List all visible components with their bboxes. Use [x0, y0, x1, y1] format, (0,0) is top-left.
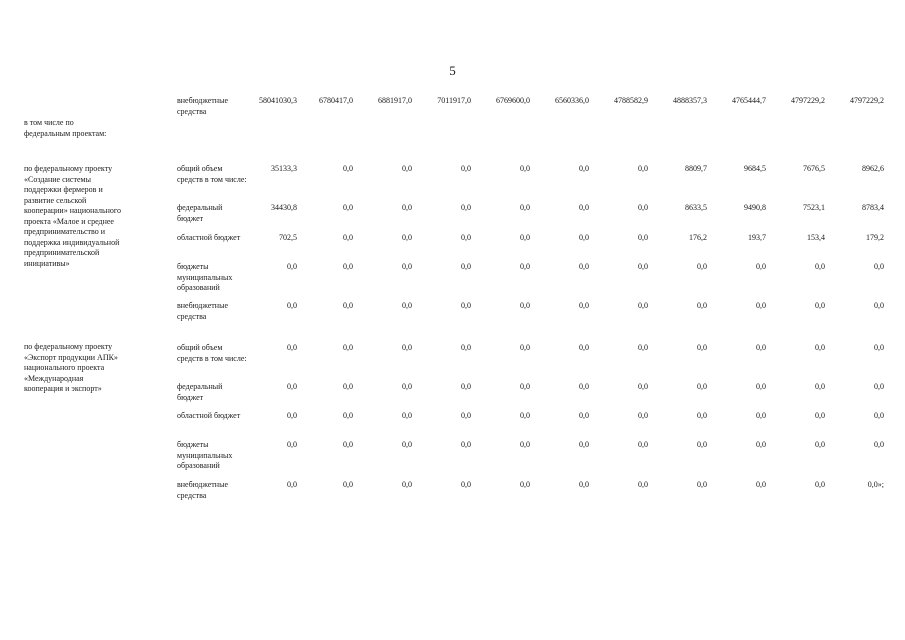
- cell-col-5: 0,0: [520, 440, 530, 449]
- cell-col-6: 0,0: [579, 301, 589, 310]
- cell-col-9: 0,0: [756, 343, 766, 352]
- cell-col-1: 0,0: [287, 411, 297, 420]
- cell-col-8: 0,0: [697, 343, 707, 352]
- cell-col-3: 0,0: [402, 343, 412, 352]
- cell-col-9: 0,0: [756, 440, 766, 449]
- cell-col-3: 0,0: [402, 203, 412, 212]
- cell-col-3: 0,0: [402, 262, 412, 271]
- cell-col-1: 0,0: [287, 343, 297, 352]
- cell-col-4: 0,0: [461, 262, 471, 271]
- cell-col-6: 0,0: [579, 440, 589, 449]
- cell-col-7: 0,0: [638, 343, 648, 352]
- cell-col-9: 9490,8: [744, 203, 766, 212]
- cell-col-1: 58041030,3: [259, 96, 297, 105]
- cell-col-10: 0,0: [815, 262, 825, 271]
- cell-col-7: 0,0: [638, 164, 648, 173]
- cell-col-1: 0,0: [287, 382, 297, 391]
- row-source-label: бюджеты муниципальных образований: [177, 262, 233, 292]
- cell-col-9: 9684,5: [744, 164, 766, 173]
- page-number: 5: [449, 63, 456, 78]
- cell-col-10: 0,0: [815, 440, 825, 449]
- cell-col-4: 7011917,0: [437, 96, 471, 105]
- cell-col-7: 0,0: [638, 301, 648, 310]
- cell-col-1: 35133,3: [271, 164, 297, 173]
- cell-col-9: 4765444,7: [732, 96, 766, 105]
- cell-col-5: 0,0: [520, 301, 530, 310]
- cell-col-1: 0,0: [287, 301, 297, 310]
- row-source-label: внебюджетные средства: [177, 480, 228, 500]
- cell-col-11: 8783,4: [862, 203, 884, 212]
- cell-col-1: 34430,8: [271, 203, 297, 212]
- cell-col-11: 0,0»;: [867, 480, 884, 489]
- cell-col-11: 179,2: [866, 233, 884, 242]
- project-farmers-title: по федеральному проекту «Создание системы поддержки фермеров и развитие сельской кооперации» национального проекта «Малое и среднее предпринимательство и поддержка индивидуальной предпринимательской инициативы»: [24, 164, 122, 268]
- cell-col-3: 0,0: [402, 233, 412, 242]
- cell-col-9: 0,0: [756, 301, 766, 310]
- cell-col-3: 6881917,0: [378, 96, 412, 105]
- cell-col-11: 0,0: [874, 382, 884, 391]
- cell-col-4: 0,0: [461, 480, 471, 489]
- cell-col-8: 0,0: [697, 411, 707, 420]
- cell-col-7: 0,0: [638, 262, 648, 271]
- row-source-label: федеральный бюджет: [177, 203, 223, 223]
- cell-col-10: 0,0: [815, 411, 825, 420]
- cell-col-8: 8633,5: [685, 203, 707, 212]
- cell-col-2: 0,0: [343, 233, 353, 242]
- cell-col-2: 0,0: [343, 382, 353, 391]
- cell-col-8: 4888357,3: [673, 96, 707, 105]
- cell-col-2: 6780417,0: [319, 96, 353, 105]
- cell-col-8: 0,0: [697, 440, 707, 449]
- cell-col-9: 0,0: [756, 480, 766, 489]
- cell-col-1: 0,0: [287, 440, 297, 449]
- cell-col-6: 0,0: [579, 382, 589, 391]
- cell-col-1: 0,0: [287, 262, 297, 271]
- cell-col-7: 0,0: [638, 203, 648, 212]
- cell-col-7: 0,0: [638, 480, 648, 489]
- cell-col-5: 0,0: [520, 343, 530, 352]
- row-source-label: федеральный бюджет: [177, 382, 223, 402]
- cell-col-8: 0,0: [697, 480, 707, 489]
- cell-col-1: 702,5: [279, 233, 297, 242]
- cell-col-4: 0,0: [461, 440, 471, 449]
- cell-col-6: 6560336,0: [555, 96, 589, 105]
- cell-col-3: 0,0: [402, 411, 412, 420]
- cell-col-3: 0,0: [402, 382, 412, 391]
- cell-col-10: 0,0: [815, 343, 825, 352]
- cell-col-8: 0,0: [697, 301, 707, 310]
- cell-col-10: 0,0: [815, 382, 825, 391]
- cell-col-6: 0,0: [579, 203, 589, 212]
- row-source-label: внебюджетные средства: [177, 301, 228, 321]
- cell-col-6: 0,0: [579, 343, 589, 352]
- cell-col-11: 0,0: [874, 262, 884, 271]
- cell-col-8: 0,0: [697, 262, 707, 271]
- cell-col-6: 0,0: [579, 164, 589, 173]
- project-export-title: по федеральному проекту «Экспорт продукции АПК» национального проекта «Международная кооперация и экспорт»: [24, 342, 118, 393]
- cell-col-8: 8809,7: [685, 164, 707, 173]
- cell-col-7: 4788582,9: [614, 96, 648, 105]
- cell-col-2: 0,0: [343, 203, 353, 212]
- cell-col-10: 153,4: [807, 233, 825, 242]
- cell-col-4: 0,0: [461, 343, 471, 352]
- cell-col-10: 0,0: [815, 480, 825, 489]
- section-in-total-label: в том числе по федеральным проектам:: [24, 118, 107, 138]
- cell-col-4: 0,0: [461, 203, 471, 212]
- cell-col-5: 0,0: [520, 382, 530, 391]
- cell-col-9: 0,0: [756, 262, 766, 271]
- cell-col-3: 0,0: [402, 164, 412, 173]
- cell-col-6: 0,0: [579, 480, 589, 489]
- row-source-label: общий объем средств в том числе:: [177, 343, 247, 363]
- cell-col-2: 0,0: [343, 164, 353, 173]
- cell-col-8: 0,0: [697, 382, 707, 391]
- cell-col-11: 0,0: [874, 343, 884, 352]
- cell-col-7: 0,0: [638, 233, 648, 242]
- cell-col-4: 0,0: [461, 301, 471, 310]
- cell-col-5: 0,0: [520, 233, 530, 242]
- cell-col-10: 7676,5: [803, 164, 825, 173]
- row-source-label: областной бюджет: [177, 411, 241, 420]
- cell-col-2: 0,0: [343, 411, 353, 420]
- cell-col-2: 0,0: [343, 301, 353, 310]
- cell-col-11: 4797229,2: [850, 96, 884, 105]
- cell-col-4: 0,0: [461, 382, 471, 391]
- top-row-source: внебюджетные средства: [177, 96, 228, 116]
- cell-col-7: 0,0: [638, 382, 648, 391]
- cell-col-11: 0,0: [874, 411, 884, 420]
- cell-col-3: 0,0: [402, 440, 412, 449]
- cell-col-6: 0,0: [579, 262, 589, 271]
- row-source-label: бюджеты муниципальных образований: [177, 440, 233, 470]
- cell-col-1: 0,0: [287, 480, 297, 489]
- row-source-label: областной бюджет: [177, 233, 241, 242]
- cell-col-11: 0,0: [874, 301, 884, 310]
- cell-col-5: 0,0: [520, 411, 530, 420]
- cell-col-5: 6769600,0: [496, 96, 530, 105]
- cell-col-2: 0,0: [343, 440, 353, 449]
- cell-col-5: 0,0: [520, 480, 530, 489]
- cell-col-2: 0,0: [343, 343, 353, 352]
- cell-col-5: 0,0: [520, 164, 530, 173]
- cell-col-3: 0,0: [402, 301, 412, 310]
- cell-col-3: 0,0: [402, 480, 412, 489]
- cell-col-11: 8962,6: [862, 164, 884, 173]
- cell-col-9: 0,0: [756, 382, 766, 391]
- cell-col-4: 0,0: [461, 233, 471, 242]
- cell-col-2: 0,0: [343, 480, 353, 489]
- cell-col-7: 0,0: [638, 411, 648, 420]
- cell-col-7: 0,0: [638, 440, 648, 449]
- cell-col-9: 0,0: [756, 411, 766, 420]
- cell-col-4: 0,0: [461, 164, 471, 173]
- cell-col-4: 0,0: [461, 411, 471, 420]
- cell-col-6: 0,0: [579, 233, 589, 242]
- cell-col-11: 0,0: [874, 440, 884, 449]
- cell-col-9: 193,7: [748, 233, 766, 242]
- cell-col-8: 176,2: [689, 233, 707, 242]
- cell-col-10: 0,0: [815, 301, 825, 310]
- cell-col-10: 4797229,2: [791, 96, 825, 105]
- cell-col-5: 0,0: [520, 203, 530, 212]
- cell-col-2: 0,0: [343, 262, 353, 271]
- cell-col-5: 0,0: [520, 262, 530, 271]
- cell-col-10: 7523,1: [803, 203, 825, 212]
- row-source-label: общий объем средств в том числе:: [177, 164, 247, 184]
- cell-col-6: 0,0: [579, 411, 589, 420]
